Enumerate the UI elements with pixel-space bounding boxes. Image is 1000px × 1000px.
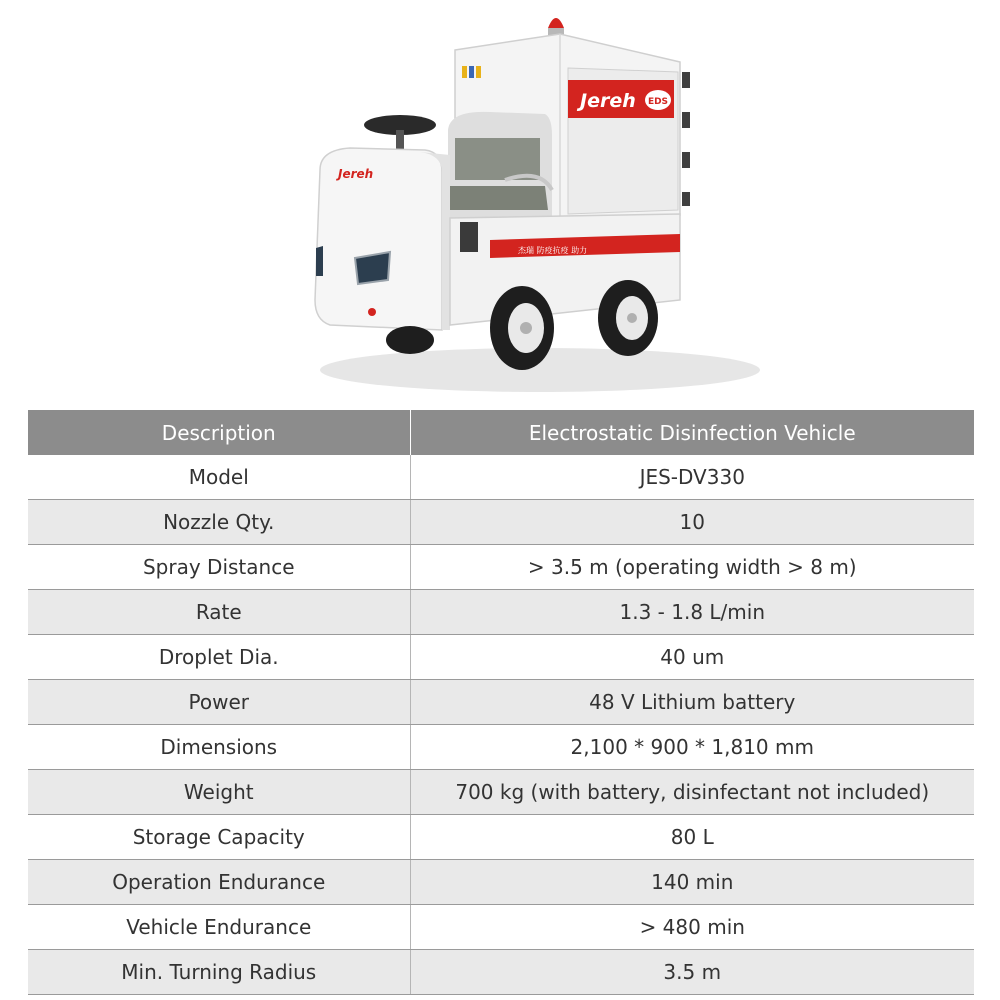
row-value: 3.5 m <box>410 950 974 995</box>
table-row <box>28 815 974 860</box>
table-row <box>28 455 974 500</box>
header-description: Description <box>28 410 410 455</box>
front-reflector-icon <box>368 308 376 316</box>
row-value: 140 min <box>410 860 974 905</box>
row-label: Weight <box>28 770 410 815</box>
row-label: Droplet Dia. <box>28 635 410 680</box>
row-value: 48 V Lithium battery <box>410 680 974 725</box>
table-row <box>28 500 974 545</box>
specification-table <box>28 410 974 995</box>
disinfection-vehicle-illustration <box>290 0 770 400</box>
table-row <box>28 950 974 995</box>
table-header-row <box>28 410 974 455</box>
side-stripe-text: 杰瑞 防疫抗疫 助力 <box>518 246 588 255</box>
row-label: Dimensions <box>28 725 410 770</box>
row-value: 2,100 * 900 * 1,810 mm <box>410 725 974 770</box>
table-row <box>28 635 974 680</box>
rear-wheel-left <box>490 286 554 370</box>
headlight-icon <box>355 252 390 284</box>
row-label: Min. Turning Radius <box>28 950 410 995</box>
header-product-name: Electrostatic Disinfection Vehicle <box>410 410 974 455</box>
row-value: 40 um <box>410 635 974 680</box>
table-row <box>28 545 974 590</box>
logo-badge-text: EDS <box>647 97 669 107</box>
table-row <box>28 905 974 950</box>
front-wheel <box>386 326 434 354</box>
row-label: Spray Distance <box>28 545 410 590</box>
table-row <box>28 680 974 725</box>
front-hood <box>315 148 450 330</box>
row-label: Storage Capacity <box>28 815 410 860</box>
table-row <box>28 725 974 770</box>
row-value: 10 <box>410 500 974 545</box>
row-value: 80 L <box>410 815 974 860</box>
row-label: Operation Endurance <box>28 860 410 905</box>
logo-text: Jereh <box>580 90 636 112</box>
beacon-light-icon <box>548 18 564 28</box>
row-label: Rate <box>28 590 410 635</box>
hood-logo-text: Jereh <box>338 167 374 181</box>
row-label: Nozzle Qty. <box>28 500 410 545</box>
table-row <box>28 590 974 635</box>
product-photo <box>290 0 770 400</box>
row-value: JES-DV330 <box>410 455 974 500</box>
rear-wheel-right <box>598 280 658 356</box>
table-row <box>28 770 974 815</box>
row-value: 700 kg (with battery, disinfectant not included) <box>410 770 974 815</box>
brand-logo <box>568 80 674 118</box>
row-label: Power <box>28 680 410 725</box>
steering-wheel-icon <box>364 115 436 152</box>
row-label: Vehicle Endurance <box>28 905 410 950</box>
table-row <box>28 860 974 905</box>
row-label: Model <box>28 455 410 500</box>
row-value: 1.3 - 1.8 L/min <box>410 590 974 635</box>
operator-cabin <box>448 112 552 220</box>
row-value: > 480 min <box>410 905 974 950</box>
side-headlight-icon <box>316 246 323 276</box>
row-value: > 3.5 m (operating width > 8 m) <box>410 545 974 590</box>
